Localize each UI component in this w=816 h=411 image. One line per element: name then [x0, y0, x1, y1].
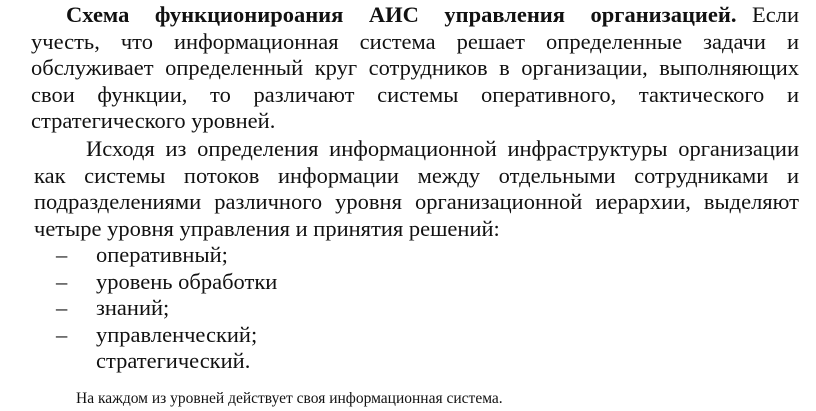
list-dash: – [56, 295, 68, 320]
intro-paragraph [31, 2, 799, 135]
list-item-text: стратегический. [96, 348, 251, 373]
list-item-text: уровень обработки [96, 268, 278, 294]
list-dash: – [56, 242, 68, 267]
list-item-text: знаний; [96, 295, 170, 320]
intro-text: Если учесть, что информационная система решает определенные задачи и обслуживает определенный круг сотрудников в организации, выполняющих свои функции, то различают системы оперативного, тактического и стратегического уровней. [31, 2, 800, 133]
list-item-text: управленческий; [96, 321, 258, 347]
footer-note: На каждом из уровней действует своя информационная система. [76, 390, 503, 407]
list-dash: – [56, 321, 68, 347]
list-item-text: оперативный; [96, 242, 228, 267]
definition-paragraph: Исходя из определения информационной инфраструктуры организации как системы потоков информации между отдельными сотрудниками и подразделениями различного уровня организационной иерархии, выделяют четыре уровня управления и принятия решений: [34, 136, 799, 241]
list-dash: – [56, 268, 68, 294]
section-title: Схема функционироания АИС управления организацией. [66, 2, 737, 27]
